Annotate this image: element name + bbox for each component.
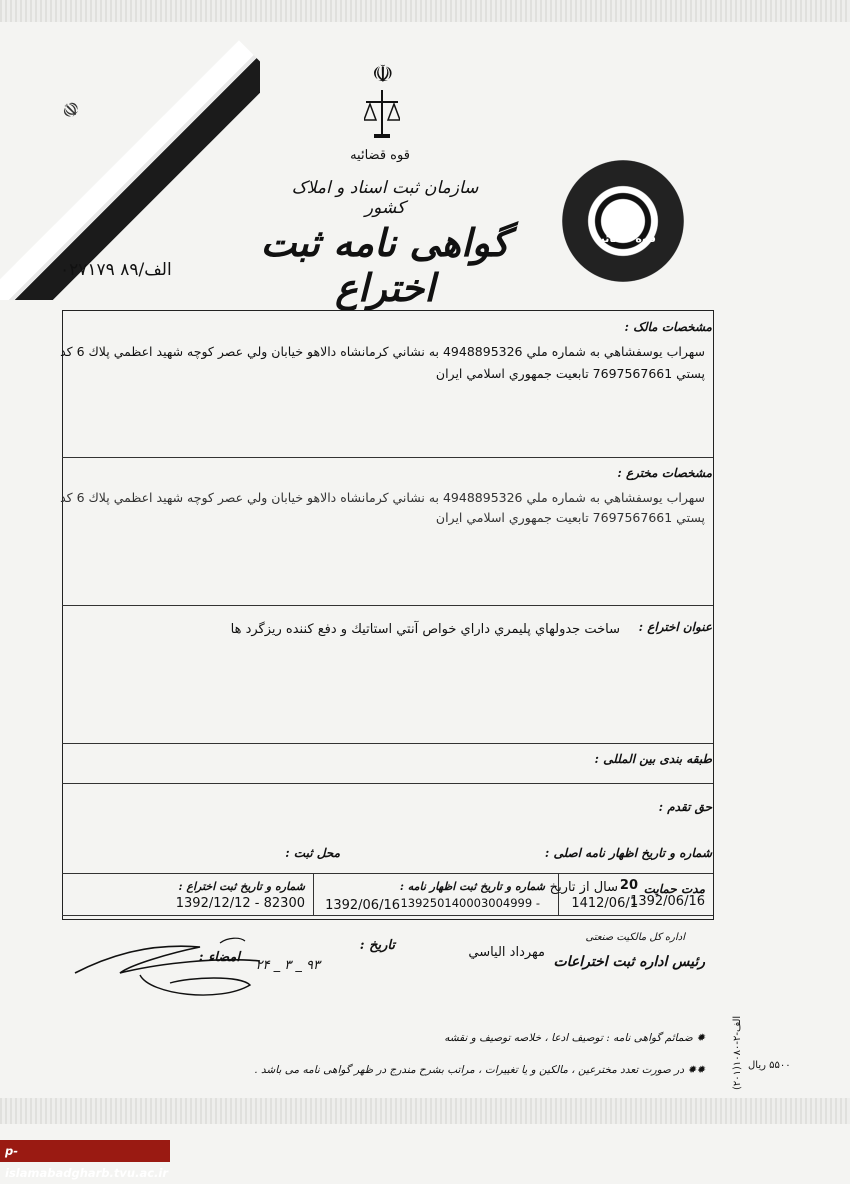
certificate-frame	[62, 310, 714, 920]
owner-label: مشخصات مالک :	[624, 320, 712, 334]
inventor-label: مشخصات مخترع :	[617, 466, 712, 480]
stamp-price: ۵۵۰۰ ریال	[748, 1060, 791, 1071]
term-years: 20	[619, 878, 638, 893]
term-end-date: 1412/06/1	[571, 896, 638, 911]
certificate-title: گواهی نامه ثبت اختراع	[260, 220, 510, 310]
priority-label: حق تقدم :	[658, 800, 712, 814]
website-url[interactable]: p-islamabadgharb.tvu.ac.ir	[0, 1140, 170, 1162]
bullet-icon: ✹✹	[684, 1064, 705, 1076]
application-number: 139250140003004999 -	[400, 896, 540, 910]
judiciary-seal-icon	[562, 160, 684, 282]
term-label: مدت حمایت	[643, 882, 705, 896]
application-date: 1392/06/16	[325, 898, 400, 913]
justice-emblem-icon: ☫	[352, 60, 412, 150]
term-years-text: سال از تاريخ	[549, 880, 618, 895]
seal-label: قوه قضائیه	[594, 232, 656, 245]
footnote-attachments: ✹ ضمائم گواهی نامه : توصیف ادعا ، خلاصه توصیف و نقشه	[444, 1032, 705, 1044]
term-start-date: 1392/06/16	[630, 894, 705, 909]
flag-emblem-icon: ☫	[56, 95, 86, 125]
signature-date: ۹۳ _ ۳ _ ۲۴	[255, 958, 320, 973]
handwritten-signature	[70, 935, 270, 1005]
judiciary-label: قوه قضائیه	[350, 148, 410, 163]
registration-number-date: 1392/12/12 - 82300	[175, 896, 305, 911]
date-label: تاریخ :	[359, 938, 395, 953]
signatory-title: رئیس اداره ثبت اختراعات	[553, 954, 705, 970]
scan-noise-top	[0, 0, 850, 22]
signature-label: امضاء :	[198, 950, 240, 965]
scan-noise-bottom	[0, 1098, 850, 1124]
form-code: (۲۰۱)الف-۲-۱۰۸۰	[732, 1015, 743, 1090]
registration-place-label: محل ثبت :	[285, 846, 340, 860]
organization-name: سازمان ثبت اسناد و املاک کشور	[291, 178, 479, 218]
owner-line-2: پستي 7697567661 تابعيت جمهوري اسلامي ايران	[435, 366, 705, 381]
registration-label: شماره و تاریخ ثبت اختراع :	[178, 880, 305, 893]
bullet-icon: ✹	[692, 1032, 705, 1044]
inventor-line-2: پستي 7697567661 تابعيت جمهوري اسلامي ايران	[435, 510, 705, 525]
signatory-department: اداره کل مالکیت صنعتی	[585, 932, 685, 943]
application-label: شماره و تاریخ ثبت اظهار نامه :	[399, 880, 545, 893]
owner-line-1: سهراب يوسفشاهي به شماره ملي 4948895326 به نشاني كرمانشاه دالاهو خيابان ولي عصر كوچه شهيد اعظمي پلاك 6 كد	[60, 344, 705, 359]
footnote-inventors: ✹✹ در صورت تعدد مخترعین ، مالکین و یا تغییرات ، مراتب بشرح مندرج در ظهر گواهی نامه می باشد .	[254, 1064, 705, 1076]
classification-label: طبقه بندی بین المللی :	[594, 752, 712, 766]
inventor-line-1: سهراب يوسفشاهي به شماره ملي 4948895326 به نشاني كرمانشاه دالاهو خيابان ولي عصر كوچه شهيد اعظمي پلاك 6 كد	[60, 490, 705, 505]
original-application-label: شماره و تاریخ اظهار نامه اصلی :	[544, 846, 712, 860]
serial-number: الف/۸۹ ۰۲۷۱۷۹	[60, 260, 172, 280]
invention-title: ساخت جدولهاي پليمري داراي خواص آنتي استاتيك و دفع كننده ريزگرد ها	[230, 622, 620, 637]
invention-title-label: عنوان اختراع :	[638, 620, 712, 634]
signatory-name: مهرداد الياسي	[468, 945, 545, 960]
